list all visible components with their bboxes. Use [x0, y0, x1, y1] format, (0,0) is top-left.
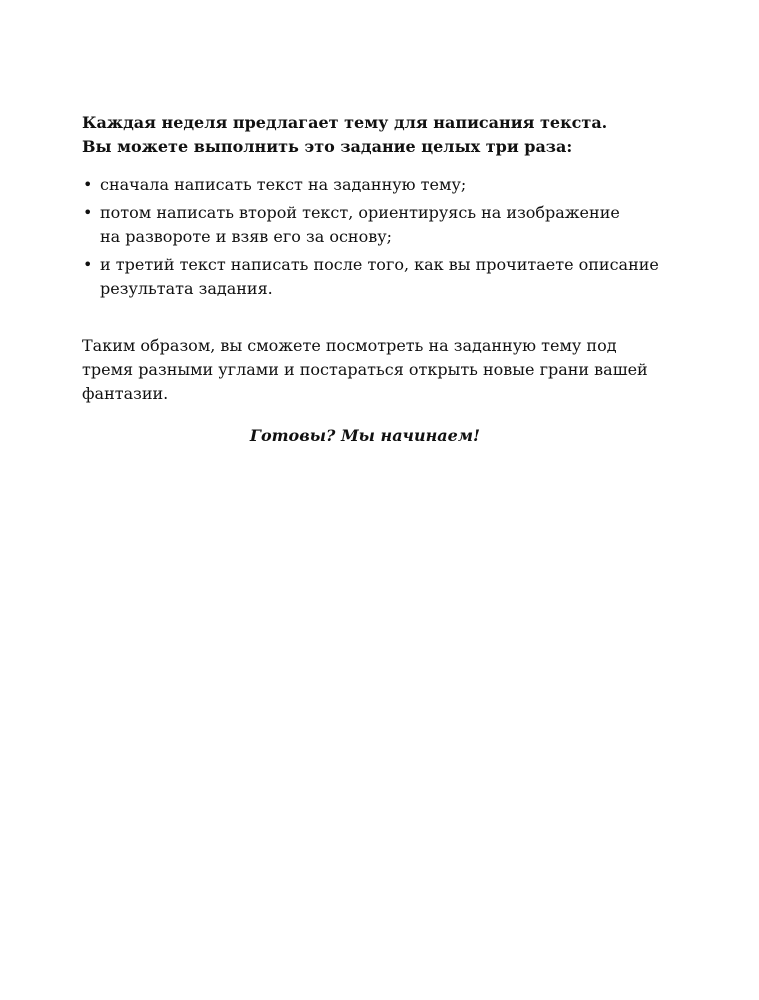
list-item: [82, 201, 682, 249]
list-item: [82, 173, 682, 197]
intro-line: Каждая неделя предлагает тему для написания текста.: [82, 113, 608, 132]
closing-line: Готовы? Мы начинаем!: [249, 426, 481, 445]
bullet-icon: •: [83, 175, 93, 194]
intro-line: Вы можете выполнить это задание целых три раза:: [82, 137, 573, 156]
summary-line: тремя разными углами и постараться открыть новые грани вашей: [82, 360, 648, 379]
steps-list: [82, 173, 682, 301]
list-item-text: результата задания.: [100, 279, 273, 298]
list-item-text: потом написать второй текст, ориентируясь на изображение: [100, 203, 620, 222]
list-item-text: на развороте и взяв его за основу;: [100, 227, 393, 246]
summary-line: фантазии.: [82, 384, 169, 403]
list-item: [82, 253, 682, 301]
bullet-icon: •: [83, 203, 93, 222]
intro-paragraph: [82, 111, 682, 159]
list-item-text: сначала написать текст на заданную тему;: [100, 175, 467, 194]
page-content: [82, 111, 682, 448]
summary-line: Таким образом, вы сможете посмотреть на заданную тему под: [82, 336, 617, 355]
bullet-icon: •: [83, 255, 93, 274]
summary-paragraph: [82, 334, 682, 406]
list-item-text: и третий текст написать после того, как вы прочитаете описание: [100, 255, 659, 274]
